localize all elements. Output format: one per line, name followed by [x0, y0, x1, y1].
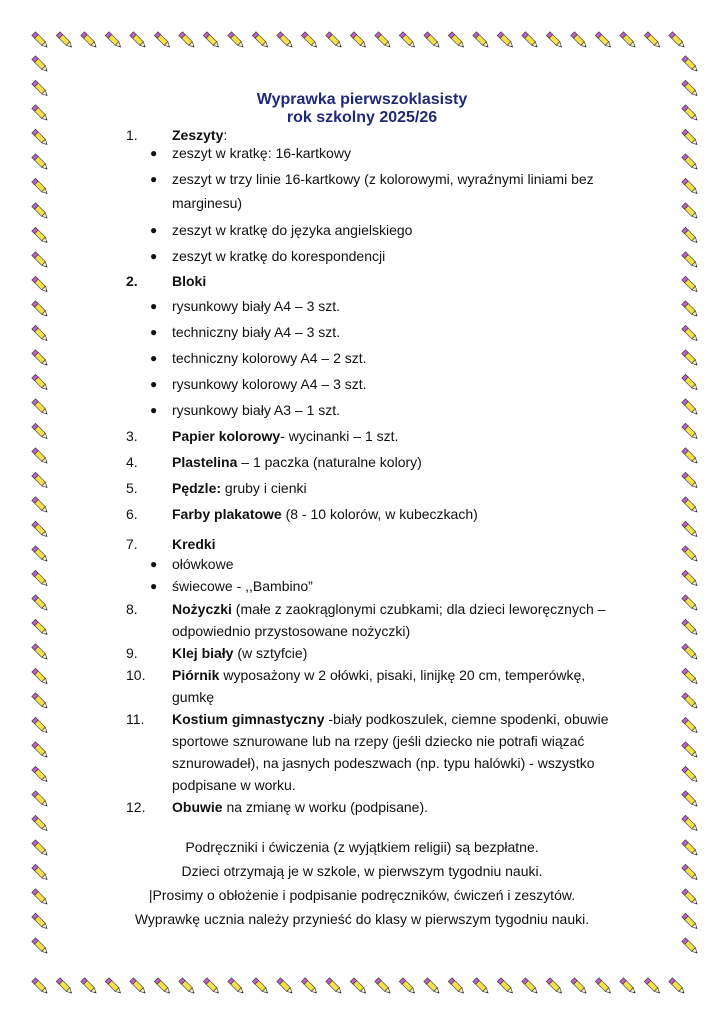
- pencil-icon: [32, 570, 49, 587]
- pencil-icon: [252, 978, 269, 995]
- pencil-icon: [497, 32, 514, 49]
- bullet-icon: ●: [150, 579, 158, 593]
- item-number: 11.: [126, 711, 145, 727]
- page-title: Wyprawka pierwszoklasisty: [256, 91, 468, 108]
- pencil-icon: [682, 938, 699, 955]
- pencil-icon: [105, 32, 122, 49]
- pencil-icon: [682, 497, 699, 514]
- pencil-icon: [32, 546, 49, 563]
- pencil-icon: [682, 668, 699, 685]
- bullet-icon: ●: [150, 146, 158, 160]
- pencil-icon: [326, 978, 343, 995]
- pencil-icon: [399, 32, 416, 49]
- item-number: 4.: [126, 454, 138, 470]
- pencil-icon: [277, 978, 294, 995]
- pencil-icon: [203, 978, 220, 995]
- pencil-icon: [252, 32, 269, 49]
- pencil-icon: [32, 301, 49, 318]
- pencil-icon: [154, 978, 171, 995]
- footer-note: Wyprawkę ucznia należy przynieść do klasy w pierwszym tygodniu nauki.: [134, 911, 590, 927]
- bullet-icon: ●: [150, 403, 158, 417]
- pencil-icon: [32, 521, 49, 538]
- pencil-icon: [682, 595, 699, 612]
- pencil-icon: [81, 32, 98, 49]
- list-item: Plastelina – 1 paczka (naturalne kolory): [172, 454, 422, 470]
- list-item: świecowe - ,,Bambino”: [172, 578, 313, 594]
- list-item: marginesu): [172, 195, 243, 211]
- pencil-icon: [669, 978, 686, 995]
- item-number: 2.: [126, 273, 138, 289]
- pencil-icon: [620, 32, 637, 49]
- pencil-icon: [424, 32, 441, 49]
- list-item: Pędzle: gruby i cienki: [172, 480, 307, 496]
- pencil-icon: [522, 32, 539, 49]
- list-item: Klej biały (w sztyfcie): [172, 645, 308, 661]
- bullet-icon: ●: [150, 377, 158, 391]
- list-item: sportowe sznurowane lub na rzepy (jeśli dziecko nie potrafi wiązać: [172, 733, 585, 749]
- item-number: 5.: [126, 480, 138, 496]
- pencil-icon: [424, 978, 441, 995]
- item-number: 9.: [126, 645, 138, 661]
- pencil-icon: [682, 472, 699, 489]
- bullet-icon: ●: [150, 172, 158, 186]
- pencil-icon: [32, 399, 49, 416]
- pencil-icon: [32, 644, 49, 661]
- pencil-icon: [682, 301, 699, 318]
- bullet-icon: ●: [150, 299, 158, 313]
- pencil-icon: [32, 742, 49, 759]
- pencil-icon: [522, 978, 539, 995]
- pencil-icon: [350, 32, 367, 49]
- item-number: 1.: [126, 127, 138, 143]
- item-number: 10.: [126, 667, 146, 683]
- pencil-icon: [682, 546, 699, 563]
- bullet-icon: ●: [150, 223, 158, 237]
- pencil-icon: [682, 178, 699, 195]
- list-item: Papier kolorowy- wycinanki – 1 szt.: [172, 428, 399, 444]
- pencil-icon: [682, 252, 699, 269]
- list-item: Farby plakatowe (8 - 10 kolorów, w kubeczkach): [172, 506, 478, 522]
- pencil-icon: [682, 742, 699, 759]
- list-item: Piórnik wyposażony w 2 ołówki, pisaki, linijkę 20 cm, temperówkę,: [172, 667, 586, 683]
- pencil-icon: [130, 32, 147, 49]
- pencil-icon: [546, 32, 563, 49]
- pencil-icon: [595, 32, 612, 49]
- pencil-icon: [682, 766, 699, 783]
- pencil-icon: [682, 227, 699, 244]
- bullet-icon: ●: [150, 249, 158, 263]
- pencil-icon: [682, 374, 699, 391]
- pencil-icon: [595, 978, 612, 995]
- pencil-icon: [682, 276, 699, 293]
- list-item: zeszyt w kratkę: 16-kartkowy: [172, 145, 351, 161]
- pencil-icon: [644, 32, 661, 49]
- pencil-icon: [32, 815, 49, 832]
- pencil-icon: [32, 178, 49, 195]
- pencil-icon: [682, 129, 699, 146]
- list-item: Nożyczki (małe z zaokrąglonymi czubkami; dla dzieci leworęcznych –: [172, 601, 606, 617]
- pencil-icon: [399, 978, 416, 995]
- list-item: gumkę: [172, 689, 215, 705]
- page-subtitle: rok szkolny 2025/26: [286, 109, 438, 126]
- list-item: Zeszyty:: [172, 127, 228, 143]
- pencil-icon: [32, 32, 49, 49]
- pencil-icon: [32, 227, 49, 244]
- pencil-icon: [682, 644, 699, 661]
- pencil-icon: [32, 766, 49, 783]
- pencil-icon: [375, 978, 392, 995]
- pencil-icon: [682, 399, 699, 416]
- pencil-icon: [350, 978, 367, 995]
- pencil-icon: [546, 978, 563, 995]
- pencil-icon: [81, 978, 98, 995]
- pencil-icon: [32, 595, 49, 612]
- item-number: 7.: [126, 536, 138, 552]
- pencil-icon: [105, 978, 122, 995]
- list-item: techniczny kolorowy A4 – 2 szt.: [172, 350, 367, 366]
- pencil-icon: [497, 978, 514, 995]
- pencil-icon: [473, 32, 490, 49]
- pencil-icon: [32, 276, 49, 293]
- pencil-icon: [682, 56, 699, 73]
- list-item: techniczny biały A4 – 3 szt.: [172, 324, 341, 340]
- pencil-icon: [682, 693, 699, 710]
- list-item: rysunkowy kolorowy A4 – 3 szt.: [172, 376, 367, 392]
- pencil-icon: [32, 154, 49, 171]
- pencil-icon: [448, 32, 465, 49]
- pencil-icon: [32, 325, 49, 342]
- pencil-icon: [32, 448, 49, 465]
- pencil-icon: [448, 978, 465, 995]
- list-item: ołówkowe: [172, 556, 234, 572]
- pencil-icon: [682, 325, 699, 342]
- pencil-icon: [682, 717, 699, 734]
- pencil-icon: [32, 252, 49, 269]
- footer-note: Dzieci otrzymają je w szkole, w pierwszym tygodniu nauki.: [181, 863, 543, 879]
- pencil-icon: [32, 129, 49, 146]
- pencil-icon: [326, 32, 343, 49]
- bullet-icon: ●: [150, 557, 158, 571]
- list-item: Bloki: [172, 273, 207, 289]
- pencil-icon: [682, 791, 699, 808]
- bullet-icon: ●: [150, 351, 158, 365]
- pencil-icon: [32, 350, 49, 367]
- list-item: Kostium gimnastyczny -biały podkoszulek, ciemne spodenki, obuwie: [172, 711, 609, 727]
- pencil-icon: [32, 693, 49, 710]
- pencil-icon: [32, 472, 49, 489]
- pencil-icon: [682, 619, 699, 636]
- pencil-icon: [682, 350, 699, 367]
- pencil-icon: [375, 32, 392, 49]
- pencil-icon: [571, 32, 588, 49]
- list-item: Obuwie na zmianę w worku (podpisane).: [172, 799, 428, 815]
- pencil-icon: [301, 978, 318, 995]
- pencil-icon: [682, 521, 699, 538]
- list-item: odpowiednio przystosowane nożyczki): [172, 623, 411, 639]
- pencil-icon: [32, 374, 49, 391]
- pencil-icon: [32, 497, 49, 514]
- item-number: 8.: [126, 601, 138, 617]
- item-number: 12.: [126, 799, 146, 815]
- pencil-icon: [682, 448, 699, 465]
- pencil-icon: [32, 978, 49, 995]
- pencil-icon: [32, 791, 49, 808]
- pencil-icon: [277, 32, 294, 49]
- item-number: 3.: [126, 428, 138, 444]
- pencil-icon: [56, 32, 73, 49]
- list-item: zeszyt w kratkę do języka angielskiego: [172, 222, 413, 238]
- pencil-icon: [32, 938, 49, 955]
- pencil-icon: [32, 56, 49, 73]
- pencil-icon: [682, 203, 699, 220]
- list-item: sznurowadeł), na jasnych podeszwach (np. typu halówki) - wszystko: [172, 755, 595, 771]
- pencil-icon: [473, 978, 490, 995]
- pencil-icon: [228, 978, 245, 995]
- list-item: Kredki: [172, 536, 216, 552]
- pencil-icon: [154, 32, 171, 49]
- list-item: zeszyt w kratkę do korespondencji: [172, 248, 386, 264]
- pencil-icon: [228, 32, 245, 49]
- pencil-icon: [682, 423, 699, 440]
- pencil-icon: [179, 32, 196, 49]
- bullet-icon: ●: [150, 325, 158, 339]
- list-item: rysunkowy biały A4 – 3 szt.: [172, 298, 341, 314]
- pencil-icon: [682, 815, 699, 832]
- pencil-icon: [32, 668, 49, 685]
- pencil-icon: [130, 978, 147, 995]
- pencil-icon: [669, 32, 686, 49]
- footer-note: |Prosimy o obłożenie i podpisanie podręczników, ćwiczeń i zeszytów.: [148, 887, 576, 903]
- pencil-icon: [620, 978, 637, 995]
- pencil-icon: [203, 32, 220, 49]
- item-number: 6.: [126, 506, 138, 522]
- list-item: rysunkowy biały A3 – 1 szt.: [172, 402, 341, 418]
- footer-note: Podręczniki i ćwiczenia (z wyjątkiem religii) są bezpłatne.: [185, 839, 539, 855]
- pencil-icon: [56, 978, 73, 995]
- pencil-icon: [571, 978, 588, 995]
- pencil-icon: [32, 619, 49, 636]
- list-item: podpisane w worku.: [172, 777, 296, 793]
- pencil-icon: [682, 154, 699, 171]
- pencil-icon: [644, 978, 661, 995]
- pencil-icon: [32, 203, 49, 220]
- pencil-icon: [32, 423, 49, 440]
- pencil-icon: [682, 570, 699, 587]
- list-item: zeszyt w trzy linie 16-kartkowy (z kolorowymi, wyraźnymi liniami bez: [172, 171, 594, 187]
- pencil-icon: [32, 717, 49, 734]
- pencil-icon: [301, 32, 318, 49]
- pencil-icon: [179, 978, 196, 995]
